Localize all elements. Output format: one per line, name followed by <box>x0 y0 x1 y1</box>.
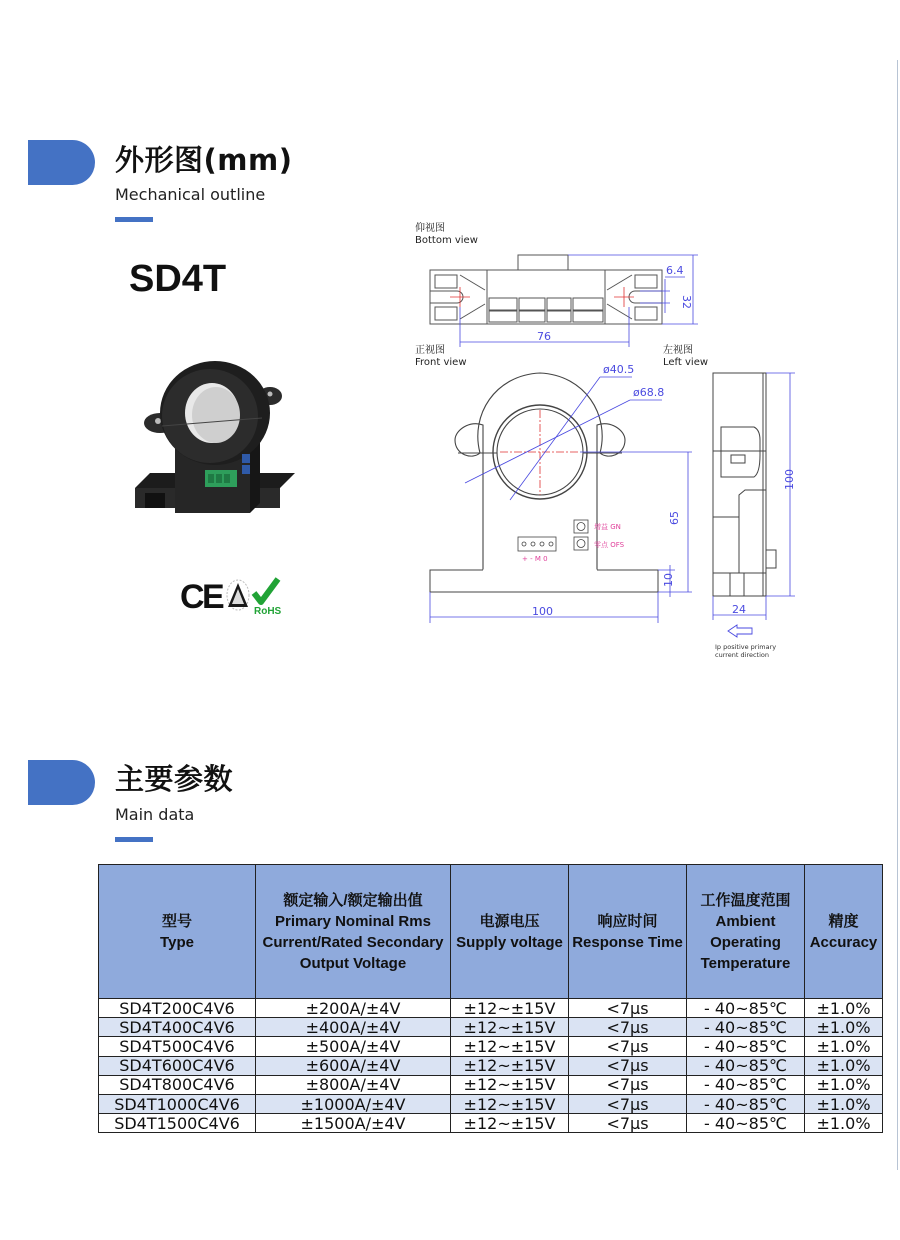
left-view-drawing <box>713 373 776 596</box>
cell-response: <7μs <box>569 1056 687 1075</box>
cell-type: SD4T600C4V6 <box>99 1056 256 1075</box>
cell-type: SD4T800C4V6 <box>99 1075 256 1094</box>
connector-pin-labels: + - M 0 <box>522 555 548 563</box>
header-nominal-current: 额定输入/额定输出值 Primary Nominal Rms Current/Rated Secondary Output Voltage <box>256 865 451 999</box>
cell-accuracy: ±1.0% <box>805 1056 883 1075</box>
table-header-row <box>99 865 883 999</box>
cell-nominal: ±800A/±4V <box>256 1075 451 1094</box>
product-photo <box>130 358 300 528</box>
cell-accuracy: ±1.0% <box>805 1094 883 1113</box>
section-marker-main-data <box>28 760 95 805</box>
cell-response: <7μs <box>569 1018 687 1037</box>
cell-temperature: - 40~85℃ <box>687 1094 805 1113</box>
cell-response: <7μs <box>569 1075 687 1094</box>
main-data-table <box>98 864 883 1133</box>
header-accuracy: 精度 Accuracy <box>805 865 883 999</box>
cell-accuracy: ±1.0% <box>805 999 883 1018</box>
cell-nominal: ±500A/±4V <box>256 1037 451 1056</box>
cell-type: SD4T1500C4V6 <box>99 1114 256 1133</box>
cell-supply: ±12~±15V <box>451 1094 569 1113</box>
dim-front-width: 100 <box>532 605 553 618</box>
connector-icon <box>518 537 556 551</box>
section-title-main-data: 主要参数 <box>115 762 234 796</box>
svg-text:C: C <box>180 578 205 616</box>
table-row <box>99 1114 883 1133</box>
dim-base-height: 10 <box>662 573 675 587</box>
cell-supply: ±12~±15V <box>451 1018 569 1037</box>
header-response-time: 响应时间 Response Time <box>569 865 687 999</box>
ce-mark-icon <box>180 578 225 616</box>
cell-accuracy: ±1.0% <box>805 1037 883 1056</box>
svg-text:E: E <box>202 578 225 616</box>
dim-side-height: 100 <box>783 469 796 490</box>
front-view-label: 正视图 Front view <box>415 345 467 368</box>
cell-supply: ±12~±15V <box>451 999 569 1018</box>
dim-side-depth: 24 <box>732 603 746 616</box>
dim-inner-diameter: ø40.5 <box>603 363 635 376</box>
cell-supply: ±12~±15V <box>451 1056 569 1075</box>
cell-supply: ±12~±15V <box>451 1075 569 1094</box>
table-row <box>99 1075 883 1094</box>
cell-type: SD4T500C4V6 <box>99 1037 256 1056</box>
table-row <box>99 999 883 1018</box>
cell-temperature: - 40~85℃ <box>687 1075 805 1094</box>
section-title-outline: 外形图(mm) <box>115 143 293 177</box>
table-row <box>99 1094 883 1113</box>
cell-response: <7μs <box>569 1094 687 1113</box>
dim-bottom-height: 32 <box>680 295 693 309</box>
cell-type: SD4T200C4V6 <box>99 999 256 1018</box>
cell-supply: ±12~±15V <box>451 1037 569 1056</box>
section-subtitle-outline: Mechanical outline <box>115 185 266 204</box>
table-row <box>99 1037 883 1056</box>
section-underline-main-data <box>115 837 153 842</box>
header-supply-voltage: 电源电压 Supply voltage <box>451 865 569 999</box>
current-direction-note-line1: Ip positive primary <box>715 643 777 651</box>
cell-accuracy: ±1.0% <box>805 1018 883 1037</box>
mechanical-drawing <box>400 215 820 675</box>
dim-outer-diameter: ø68.8 <box>633 386 665 399</box>
cell-nominal: ±1000A/±4V <box>256 1094 451 1113</box>
cell-nominal: ±200A/±4V <box>256 999 451 1018</box>
current-direction-note-line2: current direction <box>715 651 769 659</box>
cell-response: <7μs <box>569 999 687 1018</box>
section-subtitle-main-data: Main data <box>115 805 195 824</box>
pot-offset-label: 零点 OFS <box>594 541 625 549</box>
table-row <box>99 1056 883 1075</box>
section-underline-outline <box>115 217 153 222</box>
cell-temperature: - 40~85℃ <box>687 1037 805 1056</box>
bottom-view-label: 仰视图 Bottom view <box>415 223 478 246</box>
current-direction-arrow-icon <box>728 625 752 637</box>
bottom-view-drawing <box>430 255 662 324</box>
cell-response: <7μs <box>569 1037 687 1056</box>
table-row <box>99 1018 883 1037</box>
page-edge-rule <box>897 60 898 1170</box>
pot-gain-label: 增益 GN <box>594 523 621 531</box>
model-name: SD4T <box>129 258 227 300</box>
cell-nominal: ±1500A/±4V <box>256 1114 451 1133</box>
cell-response: <7μs <box>569 1114 687 1133</box>
cell-type: SD4T1000C4V6 <box>99 1094 256 1113</box>
header-temperature: 工作温度范围 Ambient Operating Temperature <box>687 865 805 999</box>
cell-accuracy: ±1.0% <box>805 1075 883 1094</box>
dim-bottom-width: 76 <box>537 330 551 343</box>
cell-temperature: - 40~85℃ <box>687 1114 805 1133</box>
cell-type: SD4T400C4V6 <box>99 1018 256 1037</box>
cell-nominal: ±600A/±4V <box>256 1056 451 1075</box>
potentiometer-icon <box>574 520 588 550</box>
certification-logos <box>180 576 290 616</box>
dim-center-height: 65 <box>668 511 681 525</box>
cell-nominal: ±400A/±4V <box>256 1018 451 1037</box>
rohs-check-icon <box>254 579 282 616</box>
esd-warning-icon <box>227 580 249 610</box>
header-type: 型号 Type <box>99 865 256 999</box>
left-view-label: 左视图 Left view <box>663 345 709 368</box>
cell-accuracy: ±1.0% <box>805 1114 883 1133</box>
svg-text:RoHS: RoHS <box>254 606 282 616</box>
cell-supply: ±12~±15V <box>451 1114 569 1133</box>
cell-temperature: - 40~85℃ <box>687 1018 805 1037</box>
cell-temperature: - 40~85℃ <box>687 999 805 1018</box>
section-marker-outline <box>28 140 95 185</box>
cell-temperature: - 40~85℃ <box>687 1056 805 1075</box>
dim-bottom-slot: 6.4 <box>666 264 684 277</box>
